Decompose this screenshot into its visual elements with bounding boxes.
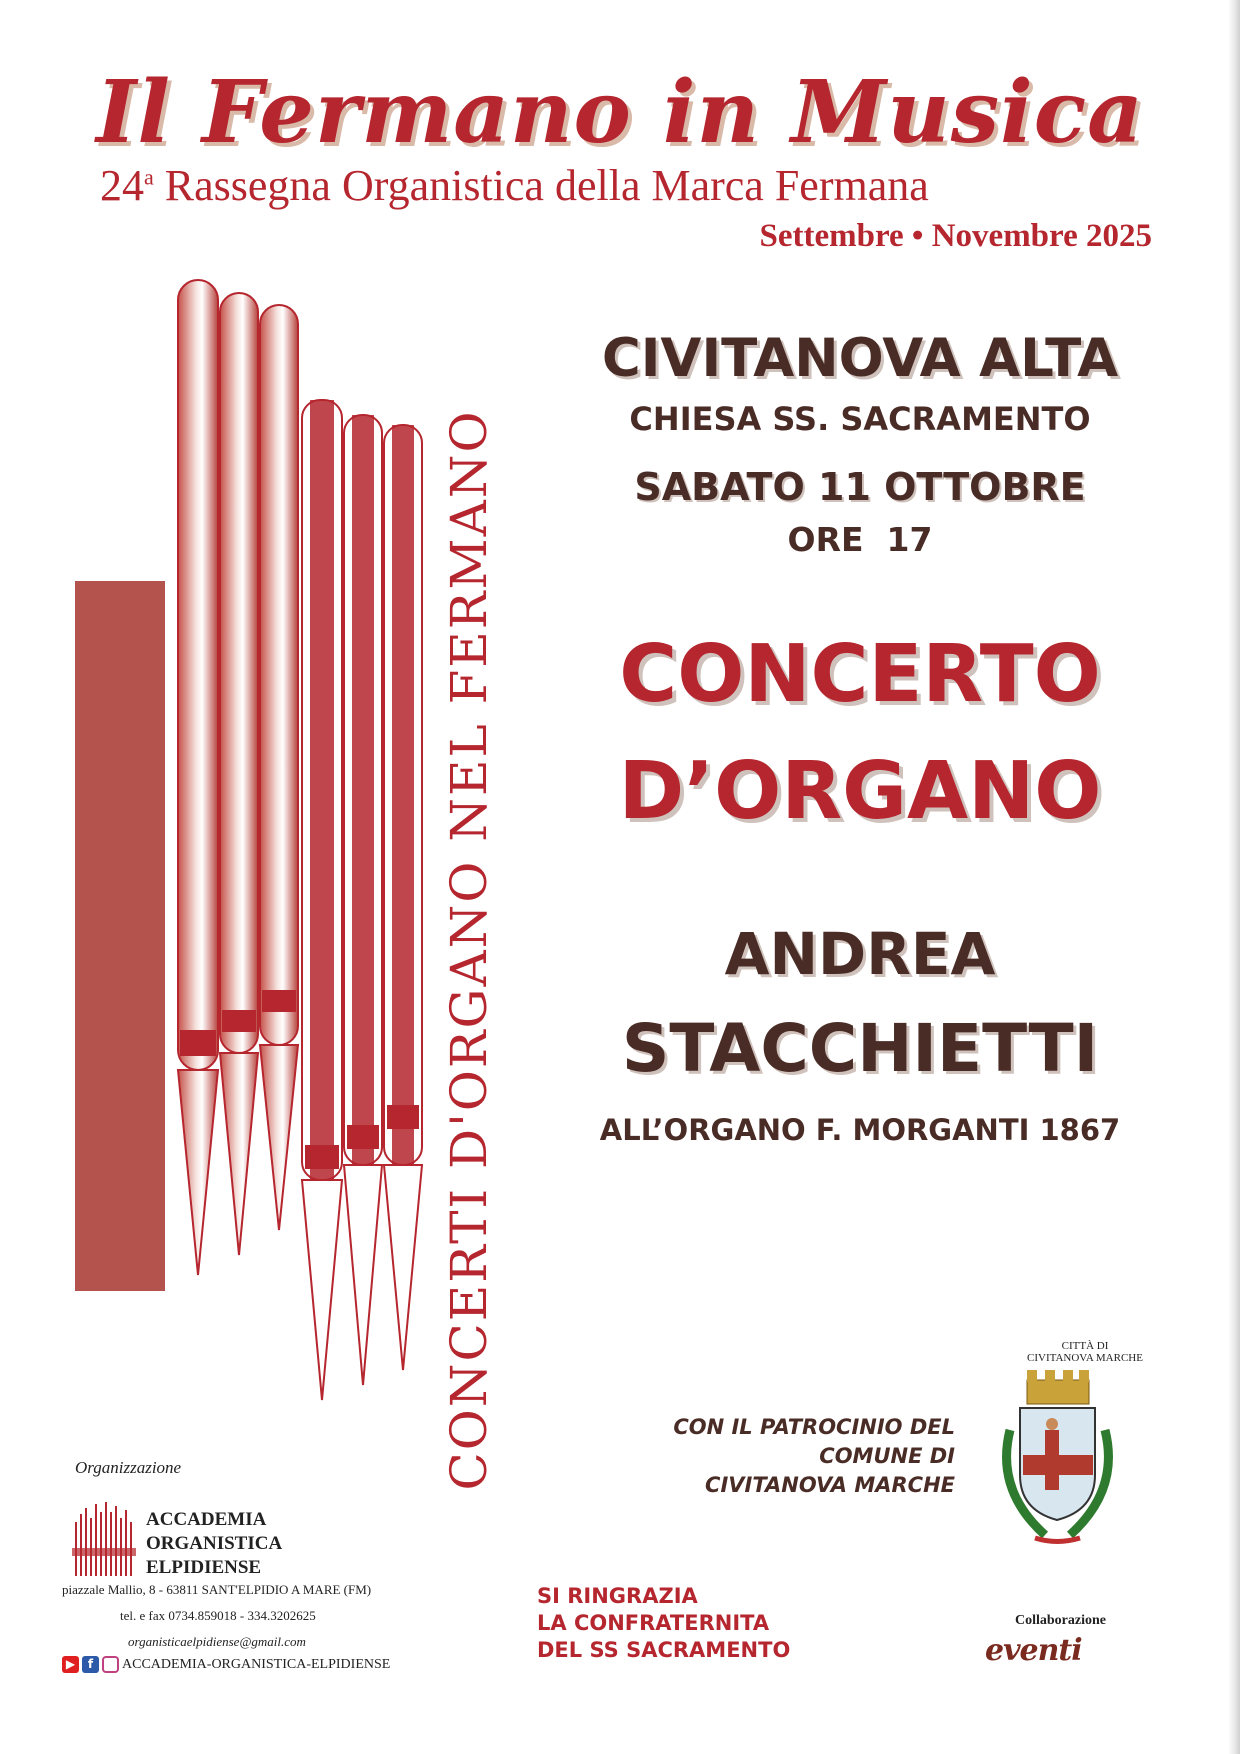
edition-suffix: a — [144, 164, 154, 190]
vertical-banner-text: CONCERTI D'ORGANO NEL FERMANO — [440, 409, 498, 1491]
season-dates: Settembre • Novembre 2025 — [759, 218, 1152, 254]
performer-last-name: STACCHIETTI — [621, 1010, 1099, 1087]
civitanova-crest-icon — [975, 1340, 1140, 1570]
edition-number: 24 — [100, 161, 144, 210]
scan-edge-shadow — [1228, 0, 1240, 1754]
short-pipes — [302, 400, 422, 1400]
patronage-line3: CIVITANOVA MARCHE — [705, 1473, 955, 1497]
organizer-phone: tel. e fax 0734.859018 - 334.3202625 — [120, 1608, 316, 1623]
social-row — [62, 1656, 390, 1673]
academy-name — [146, 1508, 282, 1580]
event-venue: CHIESA SS. SACRAMENTO — [629, 400, 1091, 438]
poster-subtitle — [100, 160, 929, 211]
performer-first-name: ANDREA — [724, 920, 996, 988]
crest-caption-line1: CITTÀ DI — [1061, 1340, 1109, 1352]
crest-caption-line2: CIVITANOVA MARCHE — [1027, 1352, 1143, 1364]
poster-title: Il Fermano in Musica — [96, 62, 1144, 163]
academy-organ-logo-icon — [72, 1500, 136, 1578]
organizer-label: Organizzazione — [75, 1458, 182, 1477]
eventi-logo: eventi — [985, 1633, 1082, 1668]
academy-name-line3: ELPIDIENSE — [146, 1557, 262, 1578]
patronage-text — [640, 1413, 955, 1500]
organizer-email: organisticaelpidiense@gmail.com — [128, 1634, 306, 1649]
organizer-address: piazzale Mallio, 8 - 63811 SANT'ELPIDIO A MARE (FM) — [62, 1582, 372, 1597]
academy-name-line1: ACCADEMIA — [146, 1509, 267, 1530]
event-date: SABATO 11 OTTOBRE — [634, 465, 1086, 509]
facebook-icon: f — [82, 1656, 99, 1673]
concert-title-line1: CONCERTO — [619, 628, 1101, 720]
collaboration-label: Collaborazione — [1015, 1613, 1106, 1628]
tall-pipes — [178, 280, 298, 1275]
concert-title-line2: D’ORGANO — [618, 745, 1102, 837]
event-city: CIVITANOVA ALTA — [601, 328, 1119, 389]
event-time: ORE 17 — [787, 520, 933, 559]
thanks-line3: DEL SS SACRAMENTO — [537, 1638, 791, 1662]
youtube-icon: ▶ — [62, 1656, 79, 1673]
academy-name-line2: ORGANISTICA — [146, 1533, 283, 1554]
patronage-line1: CON IL PATROCINIO DEL — [673, 1415, 955, 1439]
subtitle-text: Rassegna Organistica della Marca Fermana — [164, 161, 929, 210]
social-handle: ACCADEMIA-ORGANISTICA-ELPIDIENSE — [122, 1656, 391, 1672]
organ-pipes-illustration — [70, 275, 450, 1605]
thanks-text — [537, 1583, 790, 1664]
background-panel — [75, 581, 165, 1291]
patronage-line2: COMUNE DI — [819, 1444, 955, 1468]
thanks-line1: SI RINGRAZIA — [537, 1584, 698, 1608]
thanks-line2: LA CONFRATERNITA — [537, 1611, 770, 1635]
organ-info: ALL’ORGANO F. MORGANTI 1867 — [599, 1113, 1121, 1147]
instagram-icon — [102, 1656, 119, 1673]
